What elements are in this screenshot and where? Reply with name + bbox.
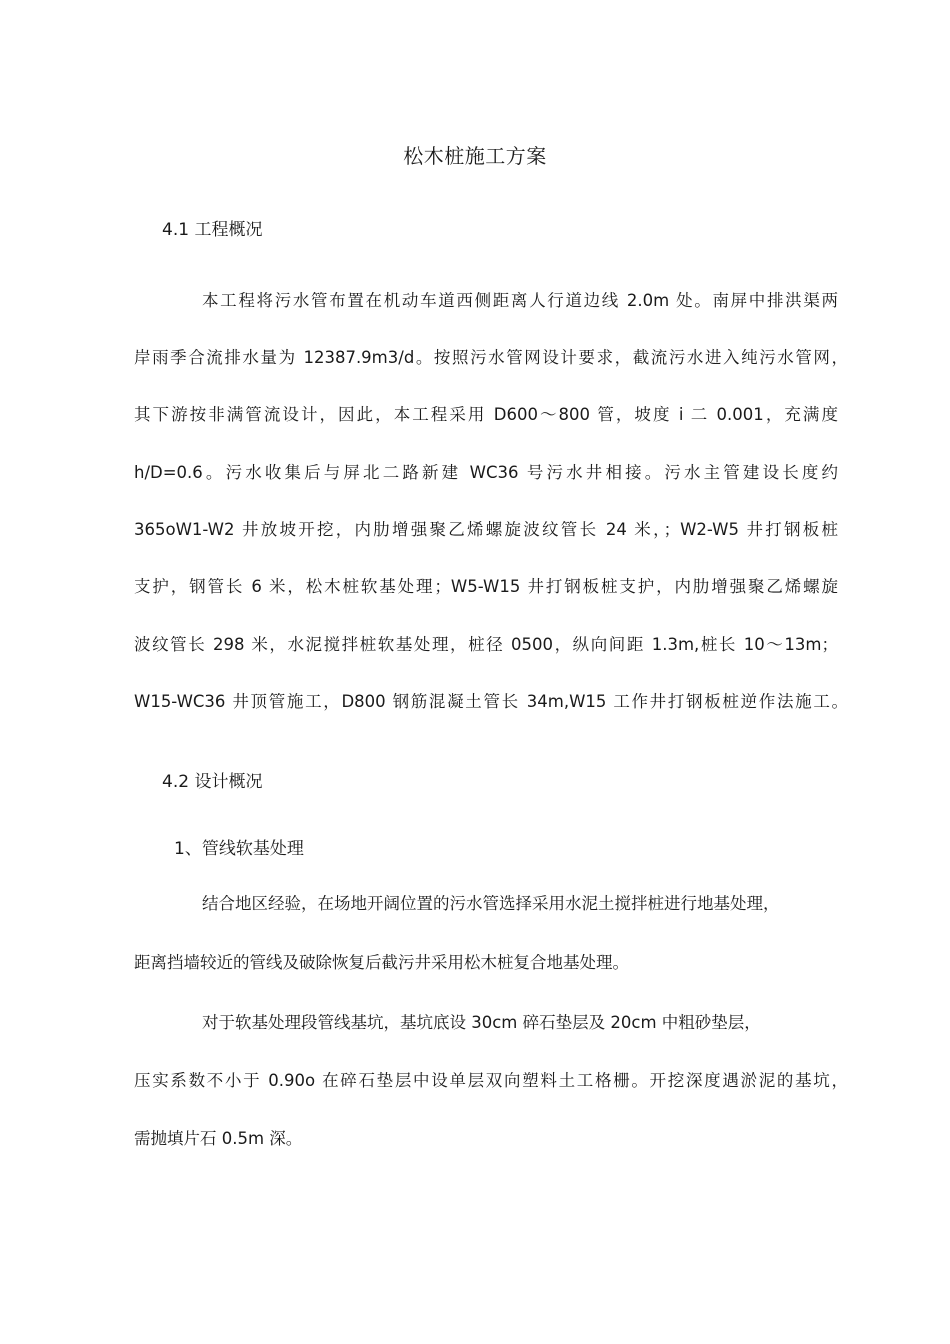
section-heading-4-2: 4.2 设计概况 [162,772,263,792]
paragraph-line: 距离挡墙较近的管线及破除恢复后截污井采用松木桩复合地基处理。 [134,953,629,972]
paragraph-line: 结合地区经验，在场地开阔位置的污水管选择采用水泥土搅拌桩进行地基处理， [202,894,780,913]
paragraph-line: 压实系数不小于 0.90o 在碎石垫层中设单层双向塑料土工格栅。开挖深度遇淤泥的基坑， [134,1071,848,1090]
subsection-heading: 1、管线软基处理 [174,839,304,859]
paragraph-line: h/D=0.6。污水收集后与屏北二路新建 WC36 号污水井相接。污水主管建设长度约 [134,463,838,482]
paragraph-line: 岸雨季合流排水量为 12387.9m3/d。按照污水管网设计要求，截流污水进入纯污水管网， [134,348,848,367]
paragraph-line: 365oW1-W2 井放坡开挖，内肋增强聚乙烯螺旋波纹管长 24 米，；W2-W5 井打钢板桩 [134,520,838,539]
paragraph-line: 对于软基处理段管线基坑，基坑底设 30cm 碎石垫层及 20cm 中粗砂垫层， [202,1013,761,1032]
paragraph-line: 波纹管长 298 米，水泥搅拌桩软基处理，桩径 0500，纵向间距 1.3m,桩长 10〜13m； [134,635,838,654]
paragraph-line: 需抛填片石 0.5m 深。 [134,1129,303,1148]
paragraph-line: 支护，钢管长 6 米，松木桩软基处理；W5-W15 井打钢板桩支护，内肋增强聚乙烯螺旋 [134,577,838,596]
paragraph-line: 本工程将污水管布置在机动车道西侧距离人行道边线 2.0m 处。南屏中排洪渠两 [202,291,838,310]
section-heading-4-1: 4.1 工程概况 [162,220,263,240]
paragraph-line: W15-WC36 井顶管施工，D800 钢筋混凝土管长 34m,W15 工作井打钢板桩逆作法施工。 [134,692,848,711]
paragraph-line: 其下游按非满管流设计，因此，本工程采用 D600〜800 管，坡度 i 二 0.001，充满度 [134,405,838,424]
document-title: 松木桩施工方案 [403,144,547,168]
